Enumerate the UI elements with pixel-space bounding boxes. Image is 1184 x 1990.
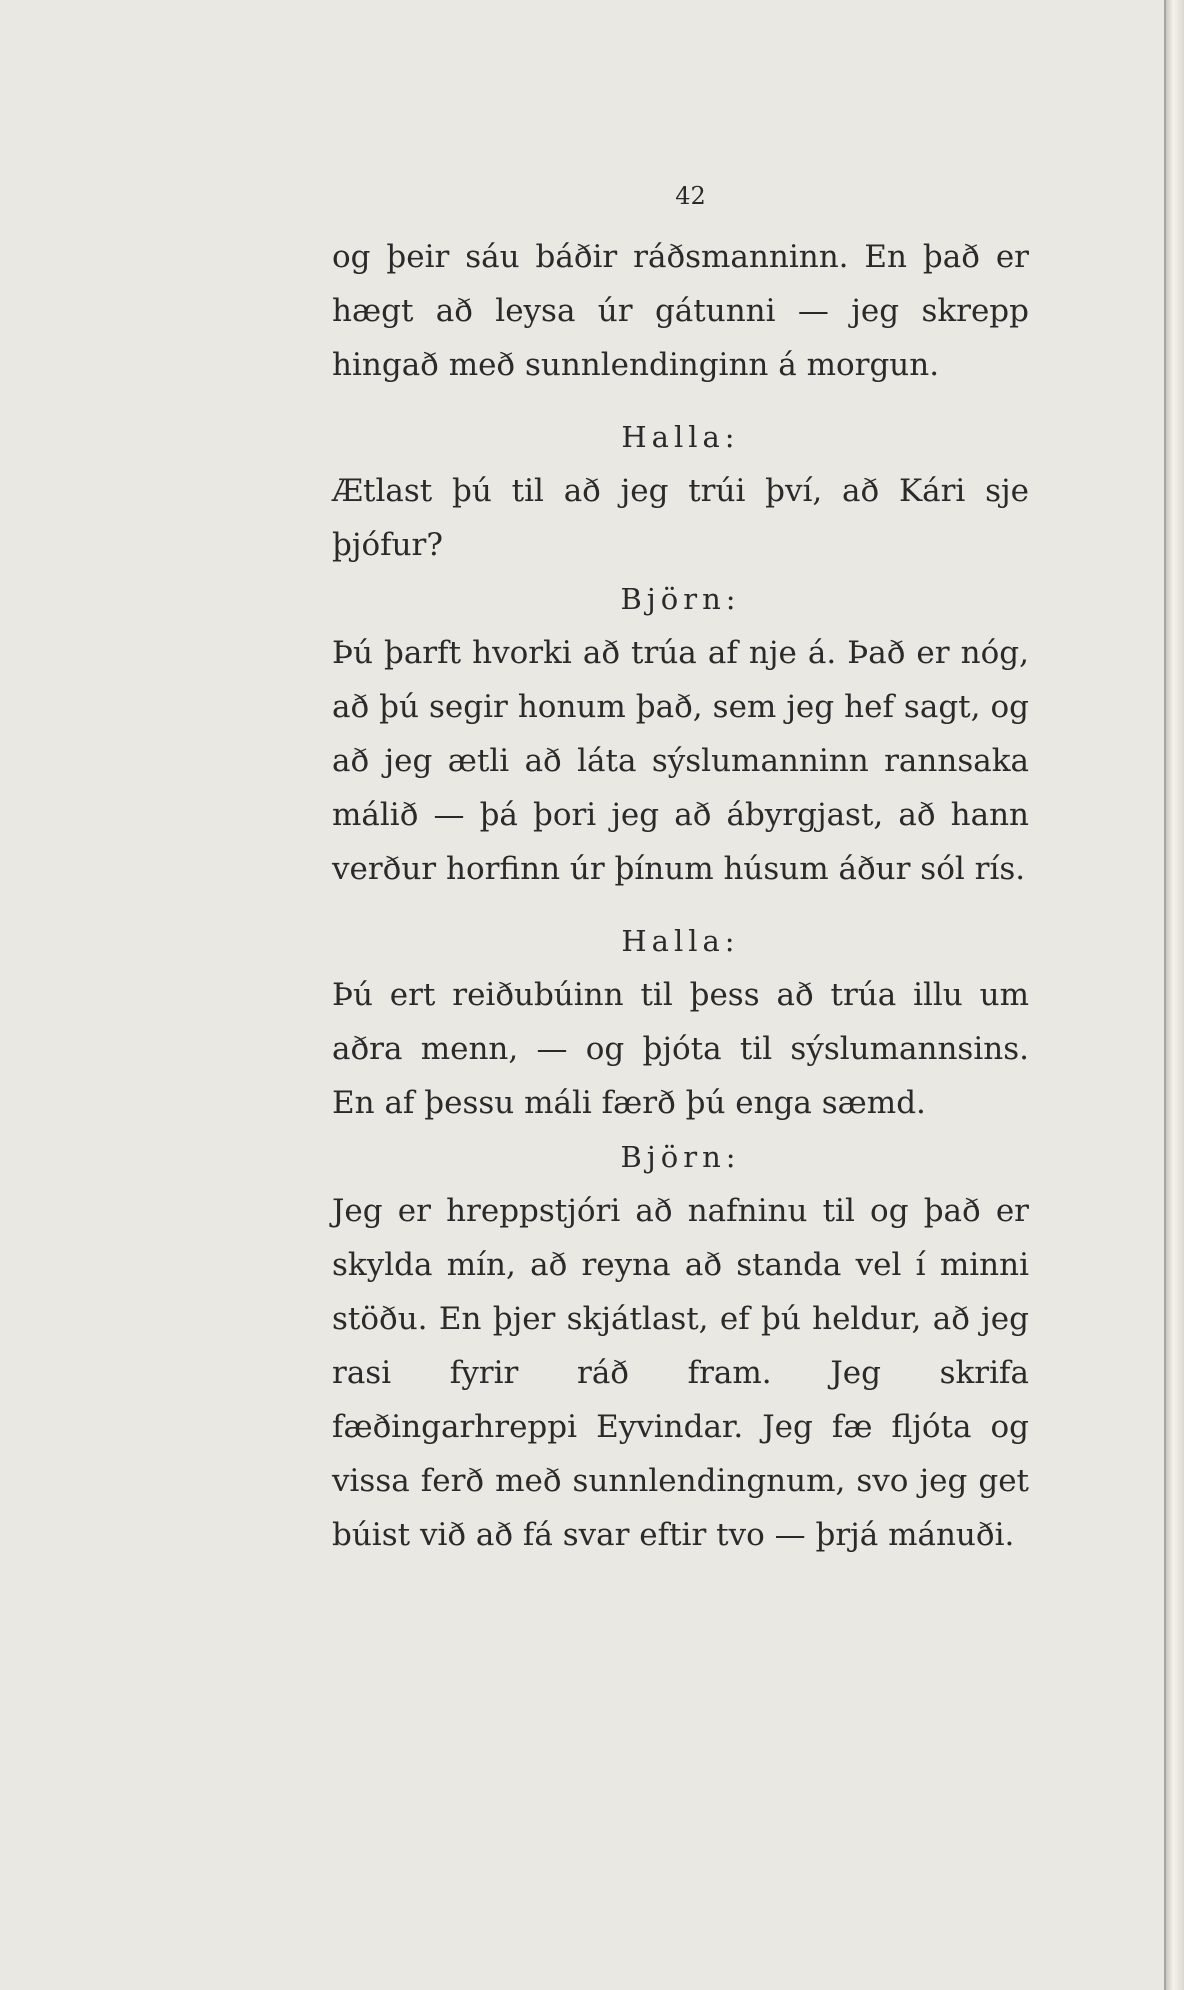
speech-paragraph: Þú ert reiðubúinn til þess að trúa illu um aðra menn, — og þjóta til sýslumannsins. En af þessu máli færð þú enga sæmd. [332, 977, 1029, 1121]
speech-paragraph: og þeir sáu báðir ráðsmanninn. En það er hægt að leysa úr gátunni — jeg skrepp hingað með sunnlendinginn á morgun. [332, 239, 1029, 383]
speaker-label: Halla: [621, 420, 740, 454]
speaker-label: Halla: [621, 924, 740, 958]
speaker-label: Björn: [620, 1140, 741, 1174]
page-edge [1164, 0, 1184, 1990]
speech-paragraph: Ætlast þú til að jeg trúi því, að Kári sje þjófur? [332, 473, 1029, 563]
page-text [332, 176, 1029, 1562]
speech-paragraph: Jeg er hreppstjóri að nafninu til og það er skylda mín, að reyna að standa vel í minni stöðu. En þjer skjátlast, ef þú heldur, að jeg rasi fyrir ráð fram. Jeg skrifa fæðingarhreppi Eyvindar. Jeg fæ fljóta og vissa ferð með sunnlendingnum, svo jeg get búist við að fá svar eftir tvo — þrjá mánuði. [332, 1193, 1029, 1553]
speech-paragraph: Þú þarft hvorki að trúa af nje á. Það er nóg, að þú segir honum það, sem jeg hef sagt, og að jeg ætli að láta sýslumanninn rannsaka málið — þá þori jeg að ábyrgjast, að hann verður horfinn úr þínum húsum áður sól rís. [332, 635, 1029, 887]
speaker-label: Björn: [620, 582, 741, 616]
page-number: 42 [675, 182, 706, 210]
